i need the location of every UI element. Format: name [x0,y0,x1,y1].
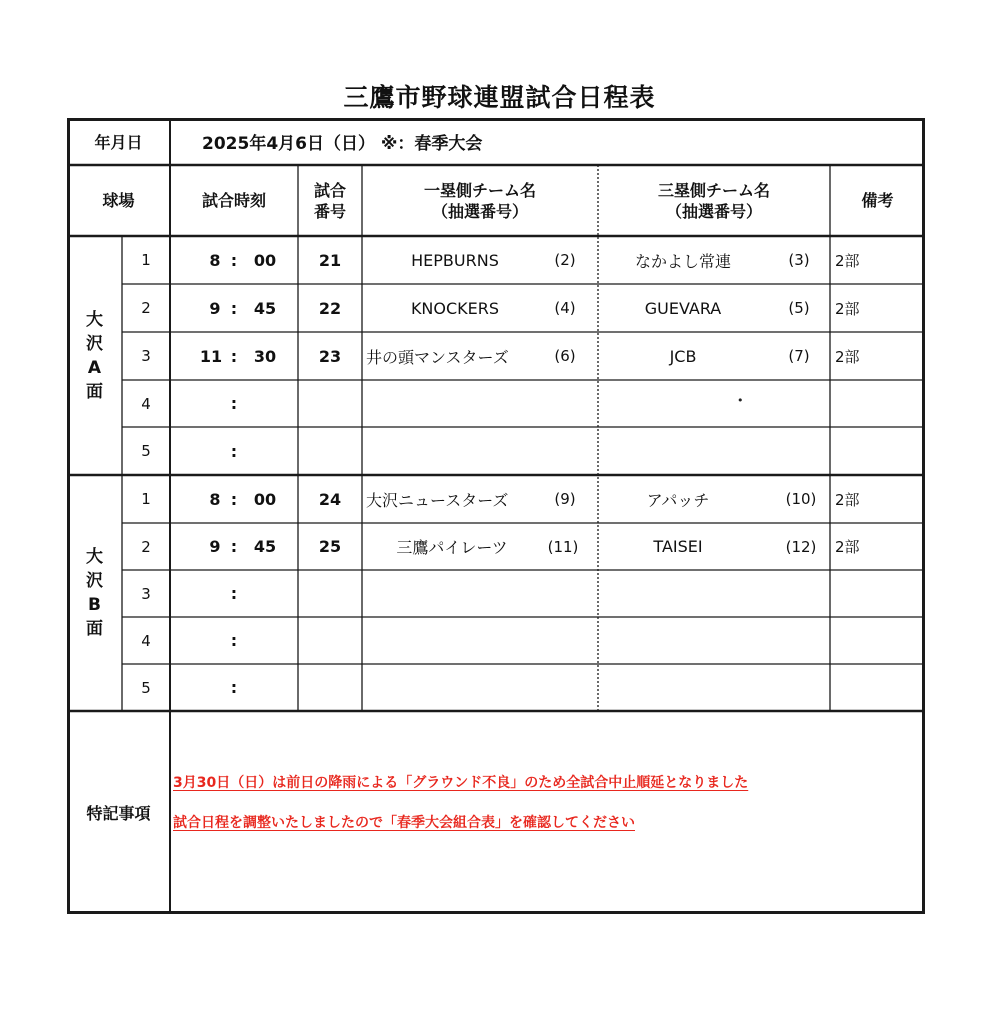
time-colon: : [230,441,238,461]
match-number: 25 [318,537,342,556]
match-number: 21 [318,250,342,270]
field-a-char: 沢 [86,333,103,354]
date-value: 2025年4月6日（日） ※：春季大会 [202,134,483,154]
header-time: 試合時刻 [201,191,266,210]
team2-lot: (7) [788,347,810,365]
field-b-char: 大 [86,547,103,567]
header-first-base-line1: 一塁側チーム名 [423,180,536,200]
team1-lot: (11) [547,537,579,556]
time-colon: : [230,489,238,509]
page-title: 三鷹市野球連盟試合日程表 [343,83,656,112]
header-third-base-line1: 三塁側チーム名 [657,180,770,200]
header-field: 球場 [102,191,135,210]
special-note-line: 試合日程を調整いたしましたので「春季大会組合表」を確認してください [173,815,635,831]
header-match-no-line2: 番号 [313,201,346,221]
special-note-line: 3月30日（日）は前日の降雨による「グラウンド不良」のため全試合中止順延となりました [173,775,749,791]
remarks: 2部 [835,347,860,366]
field-b-char: B [88,595,101,615]
team1-name: 三鷹パイレーツ [396,538,508,557]
time-colon: : [230,678,238,697]
scan-speck: • [737,394,744,407]
time-minute: 30 [253,346,277,366]
team1-lot: (4) [554,299,576,317]
field-a-char: 面 [86,381,103,402]
team2-lot: (3) [788,251,810,269]
team1-lot: (2) [554,251,576,269]
time-hour: 9 [209,537,221,556]
team2-lot: (12) [785,537,817,556]
team2-name: GUEVARA [644,298,722,318]
time-minute: 45 [253,298,277,318]
remarks: 2部 [835,490,860,509]
remarks: 2部 [835,299,860,318]
slot-number: 4 [141,394,151,413]
slot-number: 5 [141,678,151,697]
field-a-char: 大 [86,309,103,330]
slot-number: 1 [141,251,151,269]
time-hour: 9 [209,298,221,318]
field-b-name [67,475,122,711]
header-match-no-line1: 試合 [313,180,346,200]
slot-number: 5 [141,442,151,460]
time-colon: : [230,631,238,650]
time-colon: : [230,346,238,366]
slot-number: 3 [141,584,151,603]
field-b-char: 面 [86,619,103,639]
slot-number: 2 [141,299,151,317]
time-colon: : [230,250,238,270]
header-third-base [598,165,830,236]
time-minute: 45 [253,537,277,556]
match-number: 22 [318,298,342,318]
team2-lot: (10) [785,490,817,508]
date-label: 年月日 [94,133,143,152]
time-colon: : [230,584,238,603]
team2-name: JCB [669,346,697,366]
special-notes-label: 特記事項 [86,804,151,823]
time-minute: 00 [253,489,277,509]
team2-lot: (5) [788,299,810,317]
time-colon: : [230,537,238,556]
field-a-char: A [87,357,102,378]
time-colon: : [230,298,238,318]
slot-number: 2 [141,537,151,556]
header-match-no [298,165,362,236]
header-first-base-line2: （抽選番号） [431,201,528,221]
remarks: 2部 [835,251,860,270]
team2-name: なかよし常連 [634,251,731,271]
team1-name: 井の頭マンスターズ [366,347,509,367]
header-first-base [362,165,598,236]
slot-number: 3 [141,347,151,365]
header-remarks: 備考 [861,191,894,210]
field-b-char: 沢 [86,571,103,591]
match-number: 24 [318,489,342,509]
team2-name: TAISEI [653,537,703,556]
time-hour: 8 [209,250,221,270]
team1-lot: (6) [554,347,576,365]
slot-number: 4 [141,631,151,650]
match-number: 23 [318,346,342,366]
time-minute: 00 [253,250,277,270]
remarks: 2部 [835,538,860,556]
team1-name: KNOCKERS [410,298,500,318]
team1-name: 大沢ニュースターズ [366,490,509,510]
time-hour: 11 [199,346,223,366]
header-third-base-line2: （抽選番号） [665,201,762,221]
time-hour: 8 [209,489,221,509]
team1-lot: (9) [554,490,576,508]
time-colon: : [230,394,238,413]
team2-name: アパッチ [646,490,710,510]
schedule-table [67,118,925,914]
team1-name: HEPBURNS [411,250,499,270]
field-a-name [67,236,122,475]
slot-number: 1 [141,490,151,508]
